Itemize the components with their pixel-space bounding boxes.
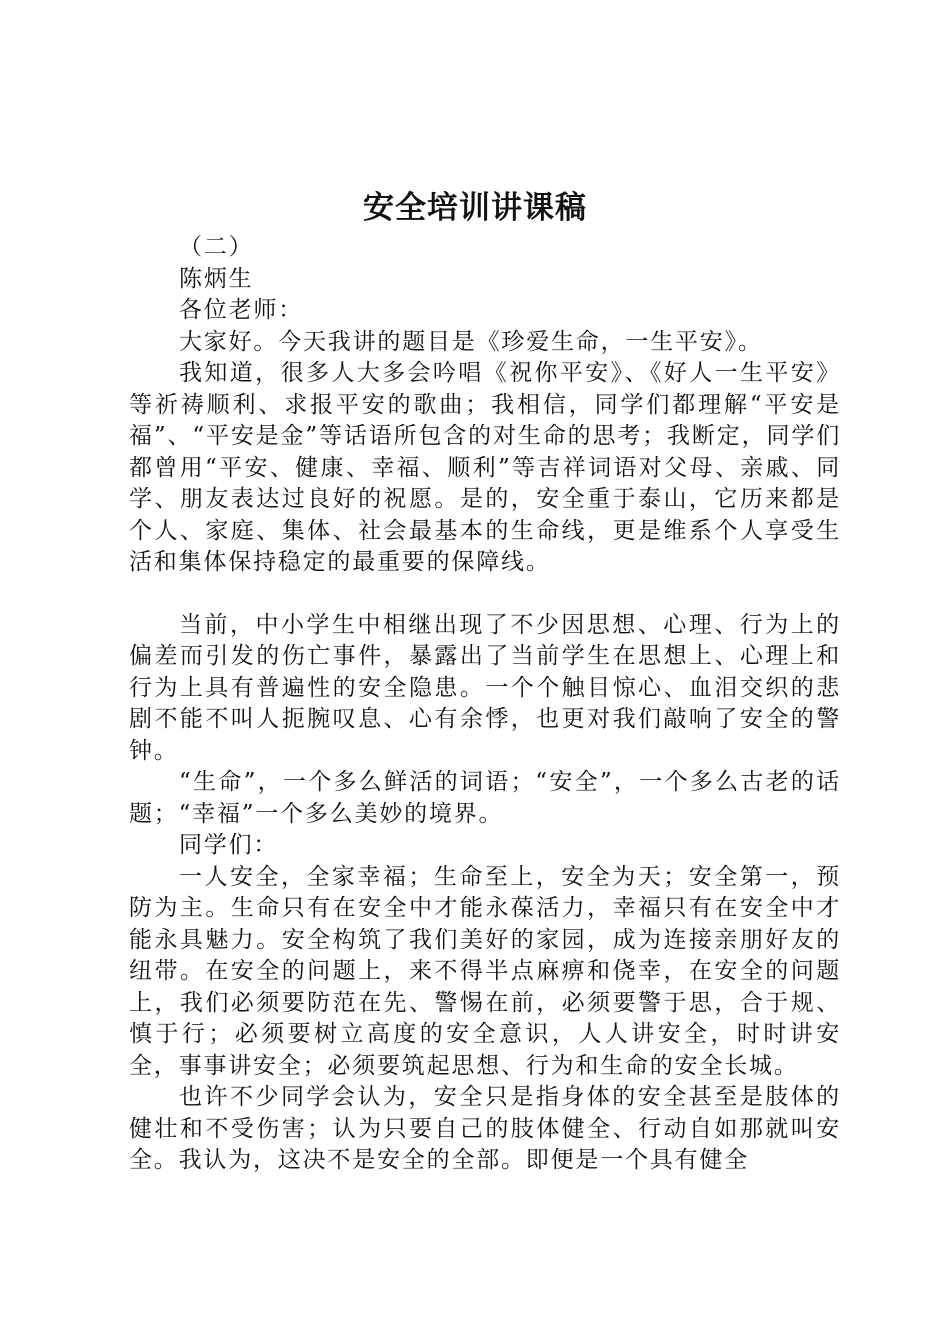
body-paragraph: “生命”，一个多么鲜活的词语；“安全”，一个多么古老的话题；“幸福”一个多么美妙的境界。	[129, 769, 841, 827]
author-name: 陈炳生	[179, 265, 254, 292]
salutation: 各位老师：	[179, 297, 303, 323]
body-paragraph: 也许不少同学会认为，安全只是指身体的安全甚至是肢体的健壮和不受伤害；认为只要自己的肢体健全、行动自如那就叫安全。我认为，这决不是安全的全部。即便是一个具有健全	[129, 1084, 841, 1173]
body-paragraph: 当前，中小学生中相继出现了不少因思想、心理、行为上的偏差而引发的伤亡事件，暴露出了当前学生在思想上、心理上和行为上具有普遍性的安全隐患。一个个触目惊心、血泪交织的悲剧不能不叫人扼腕叹息、心有余悸，也更对我们敲响了安全的警钟。	[129, 611, 841, 764]
body-paragraph: 我知道，很多人大多会吟唱《祝你平安》、《好人一生平安》等祈祷顺利、求报平安的歌曲；我相信，同学们都理解“平安是福”、“平安是金”等话语所包含的对生命的思考；我断定，同学们都曾用“平安、健康、幸福、顺利”等吉祥词语对父母、亲戚、同学、朋友表达过良好的祝愿。是的，安全重于泰山，它历来都是个人、家庭、集体、社会最基本的生命线，更是维系个人享受生活和集体保持稳定的最重要的保障线。	[129, 360, 841, 575]
document-body	[129, 232, 841, 1177]
subtitle-number: （二）	[179, 234, 254, 260]
salutation: 同学们：	[179, 832, 279, 858]
body-paragraph: 大家好。今天我讲的题目是《珍爱生命，一生平安》。	[179, 328, 763, 355]
body-paragraph: 一人安全，全家幸福；生命至上，安全为天；安全第一，预防为主。生命只有在安全中才能永葆活力，幸福只有在安全中才能永具魅力。安全构筑了我们美好的家园，成为连接亲朋好友的纽带。在安全的问题上，来不得半点麻痹和侥幸，在安全的问题上，我们必须要防范在先、警惕在前，必须要警于思，合于规、慎于行；必须要树立高度的安全意识，人人讲安全，时时讲安全，事事讲安全；必须要筑起思想、行为和生命的安全长城。	[129, 863, 841, 1079]
document-title: 安全培训讲课稿	[363, 190, 587, 226]
